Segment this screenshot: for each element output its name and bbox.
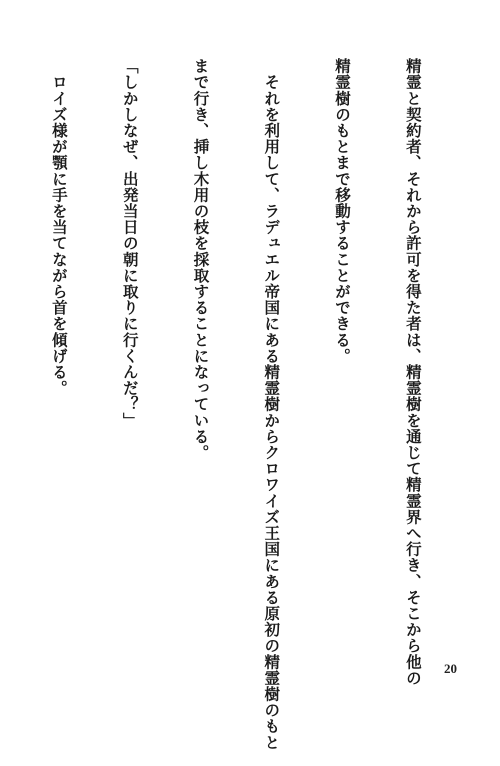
text-line-4: まで行き、挿し木用の枝を採取することになっている。 <box>189 58 213 638</box>
text-line-3: それを利用して、ラデュエル帝国にある精霊樹からクロワイズ王国にある原初の精霊樹のもと <box>260 58 284 638</box>
text-line-2: 精霊樹のもとまで移動することができる。 <box>330 58 354 638</box>
text-line-6: ロイズ様が顎に手を当てながら首を傾げる。 <box>47 58 71 638</box>
text-line-5: 「しかしなぜ、出発当日の朝に取りに行くんだ？」 <box>118 58 142 638</box>
text-line-1: 精霊と契約者、それから許可を得た者は、精霊樹を通じて精霊界へ行き、そこから他の <box>401 58 425 638</box>
vertical-text-block <box>0 58 472 638</box>
page-number: 20 <box>444 661 457 677</box>
